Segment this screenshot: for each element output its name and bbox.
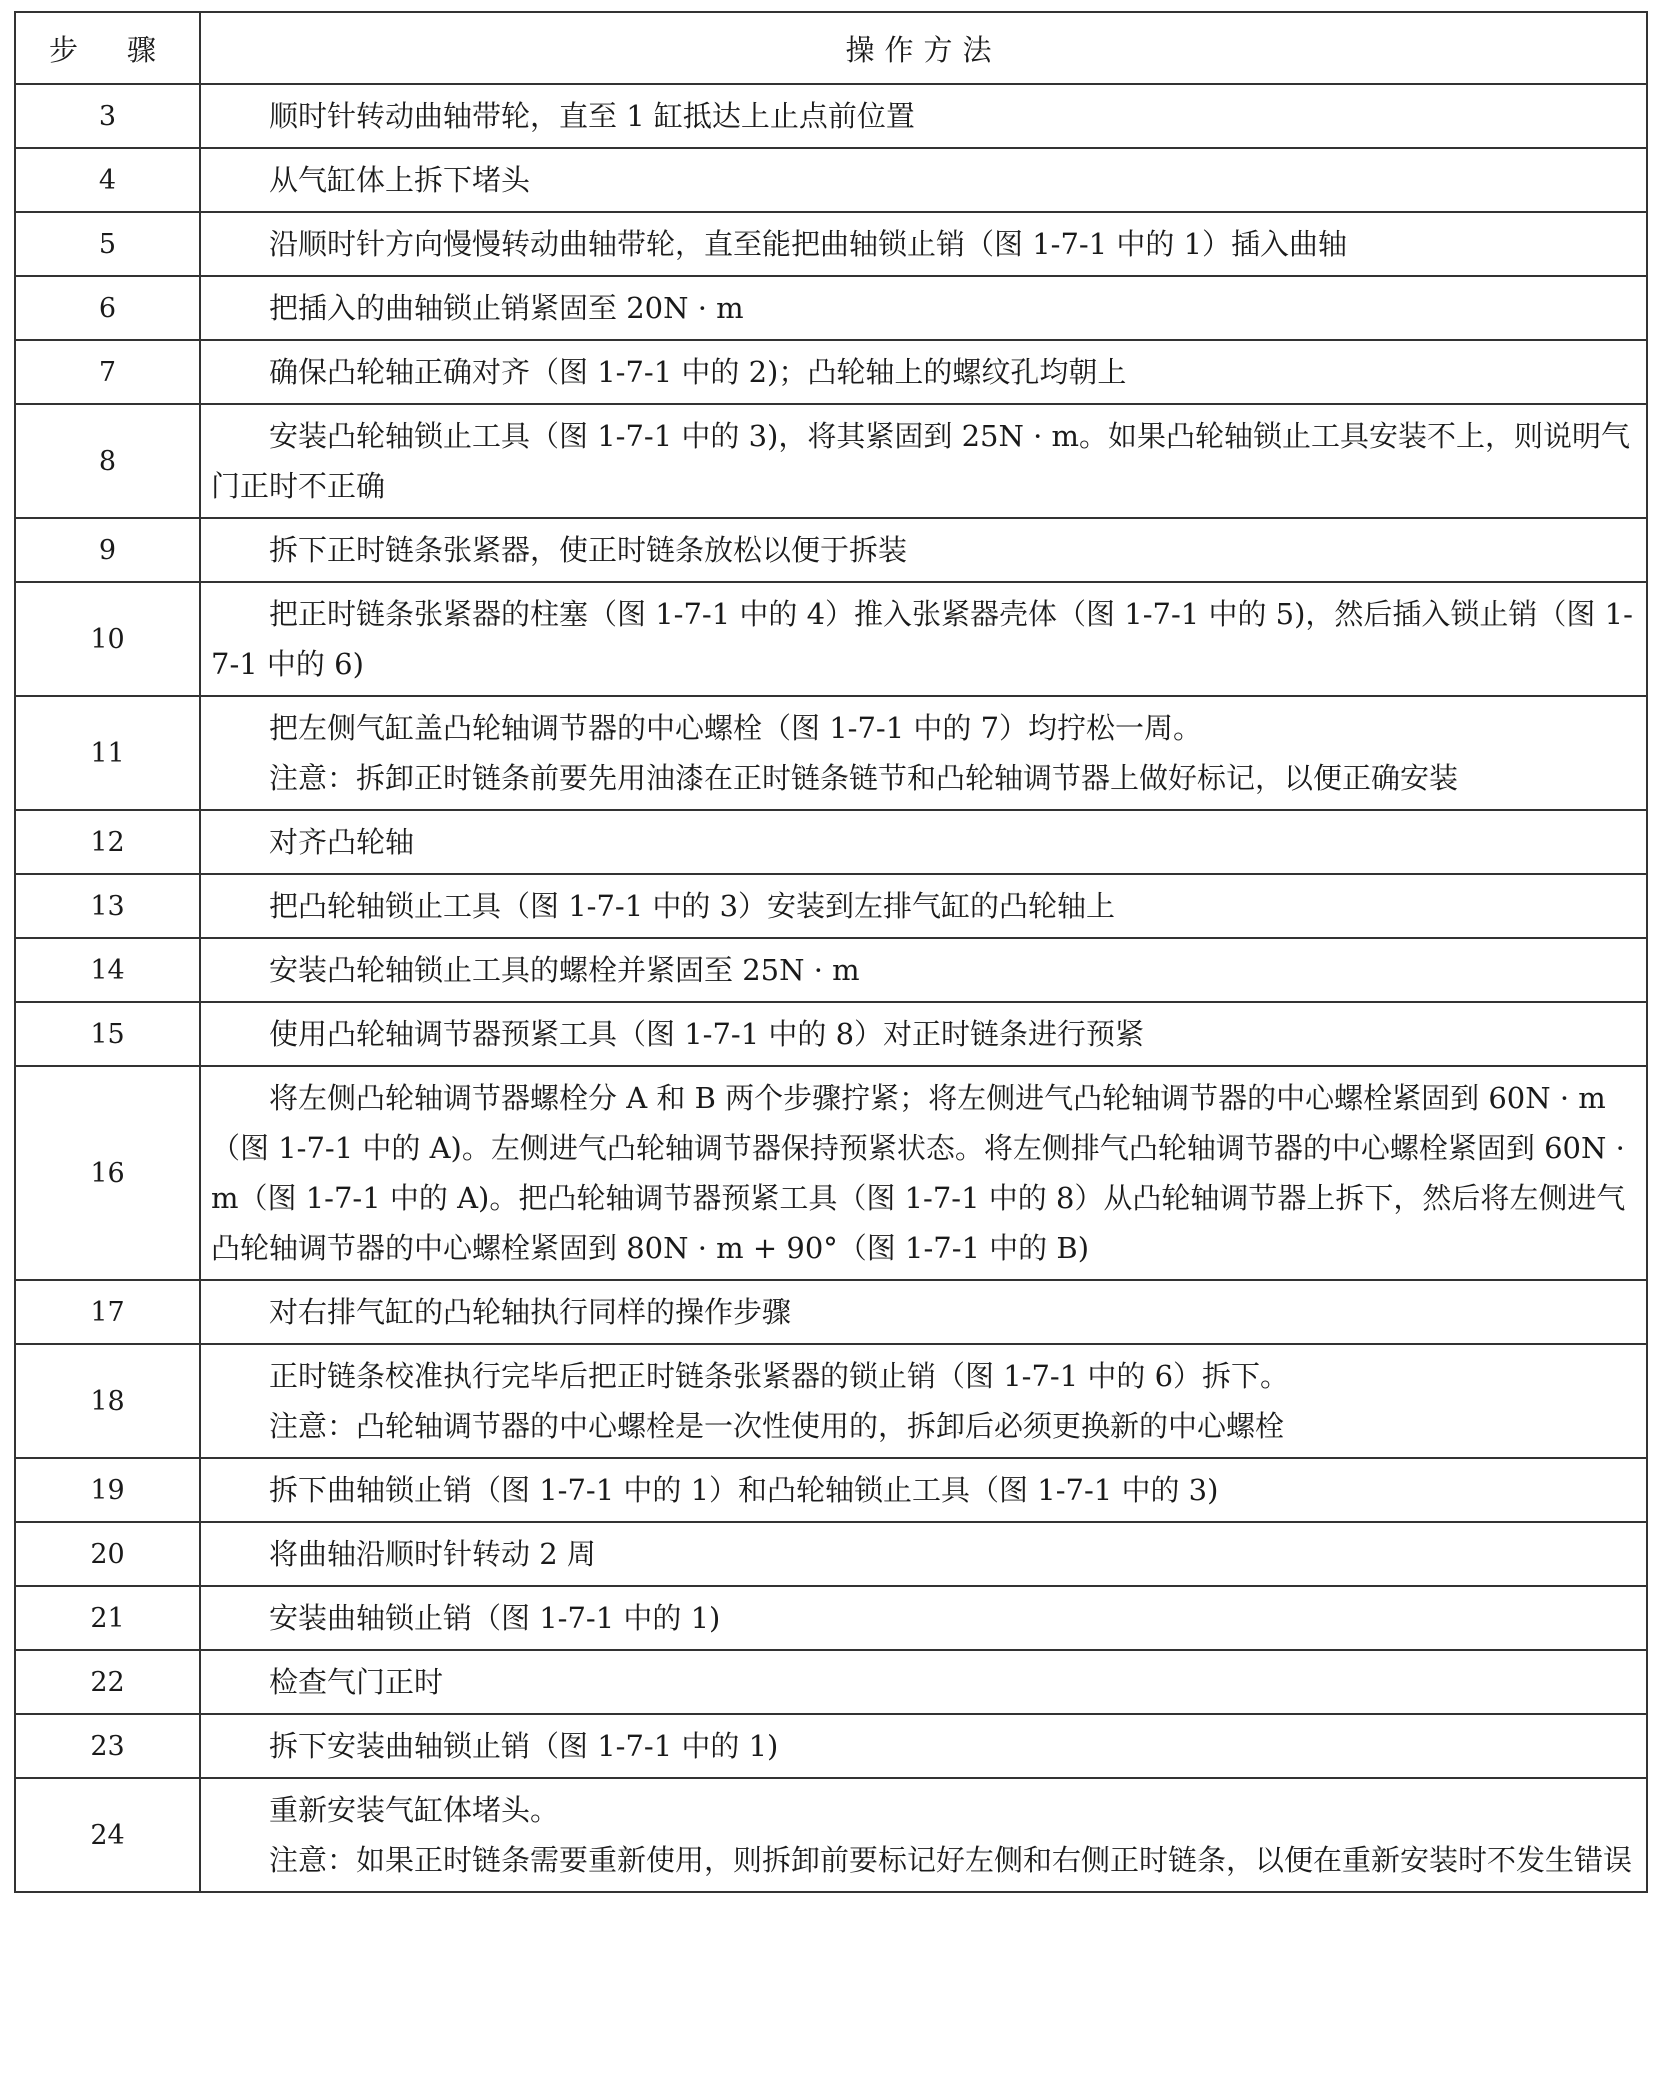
table-row — [15, 1650, 1647, 1714]
method-cell — [200, 212, 1647, 276]
method-text: 把正时链条张紧器的柱塞（图 1-7-1 中的 4）推入张紧器壳体（图 1-7-1 中的 5)，然后插入锁止销（图 1-7-1 中的 6) — [211, 597, 1633, 681]
method-cell — [200, 1778, 1647, 1892]
table-row — [15, 518, 1647, 582]
method-text: 把插入的曲轴锁止销紧固至 20N · m — [269, 291, 744, 325]
step-number: 10 — [15, 582, 200, 696]
method-text: 安装曲轴锁止销（图 1-7-1 中的 1) — [269, 1601, 721, 1635]
step-number: 15 — [15, 1002, 200, 1066]
table-row — [15, 1066, 1647, 1280]
step-column-header: 步 骤 — [15, 12, 200, 84]
table-row — [15, 148, 1647, 212]
method-cell — [200, 1714, 1647, 1778]
table-row — [15, 582, 1647, 696]
table-row — [15, 84, 1647, 148]
method-note: 注意：凸轮轴调节器的中心螺栓是一次性使用的，拆卸后必须更换新的中心螺栓 — [269, 1409, 1285, 1443]
method-text: 对齐凸轮轴 — [269, 825, 415, 859]
method-cell — [200, 340, 1647, 404]
method-cell — [200, 1002, 1647, 1066]
method-text: 安装凸轮轴锁止工具（图 1-7-1 中的 3)，将其紧固到 25N · m。如果凸轮轴锁止工具安装不上，则说明气门正时不正确 — [211, 419, 1631, 503]
method-note: 注意：拆卸正时链条前要先用油漆在正时链条链节和凸轮轴调节器上做好标记，以便正确安装 — [269, 761, 1459, 795]
table-row — [15, 212, 1647, 276]
method-text: 拆下安装曲轴锁止销（图 1-7-1 中的 1) — [269, 1729, 779, 1763]
table-row — [15, 1714, 1647, 1778]
method-text: 把凸轮轴锁止工具（图 1-7-1 中的 3）安装到左排气缸的凸轮轴上 — [269, 889, 1116, 923]
method-cell — [200, 1280, 1647, 1344]
method-text: 将曲轴沿顺时针转动 2 周 — [269, 1537, 596, 1571]
step-number: 16 — [15, 1066, 200, 1280]
table-body — [15, 84, 1647, 1892]
table-row — [15, 938, 1647, 1002]
method-column-header: 操作方法 — [200, 12, 1647, 84]
method-text: 从气缸体上拆下堵头 — [269, 163, 531, 197]
method-cell — [200, 810, 1647, 874]
step-number: 17 — [15, 1280, 200, 1344]
table-row — [15, 404, 1647, 518]
table-row — [15, 1778, 1647, 1892]
step-number: 20 — [15, 1522, 200, 1586]
method-text: 重新安装气缸体堵头。 — [269, 1793, 560, 1827]
step-number: 5 — [15, 212, 200, 276]
table-row — [15, 1280, 1647, 1344]
step-number: 3 — [15, 84, 200, 148]
table-row — [15, 1002, 1647, 1066]
method-cell — [200, 938, 1647, 1002]
table-row — [15, 696, 1647, 810]
method-cell — [200, 84, 1647, 148]
method-text: 使用凸轮轴调节器预紧工具（图 1-7-1 中的 8）对正时链条进行预紧 — [269, 1017, 1145, 1051]
method-text: 拆下曲轴锁止销（图 1-7-1 中的 1）和凸轮轴锁止工具（图 1-7-1 中的 3) — [269, 1473, 1219, 1507]
method-cell — [200, 1650, 1647, 1714]
method-text: 把左侧气缸盖凸轮轴调节器的中心螺栓（图 1-7-1 中的 7）均拧松一周。 — [269, 711, 1203, 745]
method-cell — [200, 148, 1647, 212]
method-text: 拆下正时链条张紧器，使正时链条放松以便于拆装 — [269, 533, 908, 567]
table-row — [15, 874, 1647, 938]
method-cell — [200, 404, 1647, 518]
method-cell — [200, 1066, 1647, 1280]
step-number: 6 — [15, 276, 200, 340]
method-cell — [200, 582, 1647, 696]
step-number: 13 — [15, 874, 200, 938]
step-number: 9 — [15, 518, 200, 582]
step-number: 21 — [15, 1586, 200, 1650]
step-number: 14 — [15, 938, 200, 1002]
method-text: 安装凸轮轴锁止工具的螺栓并紧固至 25N · m — [269, 953, 860, 987]
method-cell — [200, 1586, 1647, 1650]
step-number: 24 — [15, 1778, 200, 1892]
method-text: 检查气门正时 — [269, 1665, 444, 1699]
table-row — [15, 1522, 1647, 1586]
step-number: 7 — [15, 340, 200, 404]
procedure-table — [14, 11, 1648, 1893]
method-text: 确保凸轮轴正确对齐（图 1-7-1 中的 2)；凸轮轴上的螺纹孔均朝上 — [269, 355, 1127, 389]
step-number: 23 — [15, 1714, 200, 1778]
table-row — [15, 340, 1647, 404]
method-cell — [200, 276, 1647, 340]
table-row — [15, 1458, 1647, 1522]
step-number: 22 — [15, 1650, 200, 1714]
method-text: 将左侧凸轮轴调节器螺栓分 A 和 B 两个步骤拧紧；将左侧进气凸轮轴调节器的中心螺栓紧固到 60N · m（图 1-7-1 中的 A)。左侧进气凸轮轴调节器保持预紧状态。将左侧排气凸轮轴调节器的中心螺栓紧固到 60N · m（图 1-7-1 中的 A)。把凸轮轴调节器预紧工具（图 1-7-1 中的 8）从凸轮轴调节器上拆下，然后将左侧进气凸轮轴调节器的中心螺栓紧固到 80N · m + 90°（图 1-7-1 中的 B) — [211, 1081, 1626, 1265]
step-number: 19 — [15, 1458, 200, 1522]
method-text: 正时链条校准执行完毕后把正时链条张紧器的锁止销（图 1-7-1 中的 6）拆下。 — [269, 1359, 1290, 1393]
method-cell — [200, 696, 1647, 810]
method-text: 对右排气缸的凸轮轴执行同样的操作步骤 — [269, 1295, 792, 1329]
table-header-row — [15, 12, 1647, 84]
step-number: 18 — [15, 1344, 200, 1458]
table-row — [15, 276, 1647, 340]
method-cell — [200, 1522, 1647, 1586]
table-row — [15, 1586, 1647, 1650]
step-number: 4 — [15, 148, 200, 212]
method-cell — [200, 874, 1647, 938]
table-row — [15, 1344, 1647, 1458]
step-number: 8 — [15, 404, 200, 518]
step-number: 12 — [15, 810, 200, 874]
method-cell — [200, 1458, 1647, 1522]
step-number: 11 — [15, 696, 200, 810]
method-cell — [200, 1344, 1647, 1458]
method-text: 沿顺时针方向慢慢转动曲轴带轮，直至能把曲轴锁止销（图 1-7-1 中的 1）插入曲轴 — [269, 227, 1348, 261]
table-row — [15, 810, 1647, 874]
method-note: 注意：如果正时链条需要重新使用，则拆卸前要标记好左侧和右侧正时链条，以便在重新安装时不发生错误 — [269, 1843, 1633, 1877]
method-text: 顺时针转动曲轴带轮，直至 1 缸抵达上止点前位置 — [269, 99, 915, 133]
method-cell — [200, 518, 1647, 582]
